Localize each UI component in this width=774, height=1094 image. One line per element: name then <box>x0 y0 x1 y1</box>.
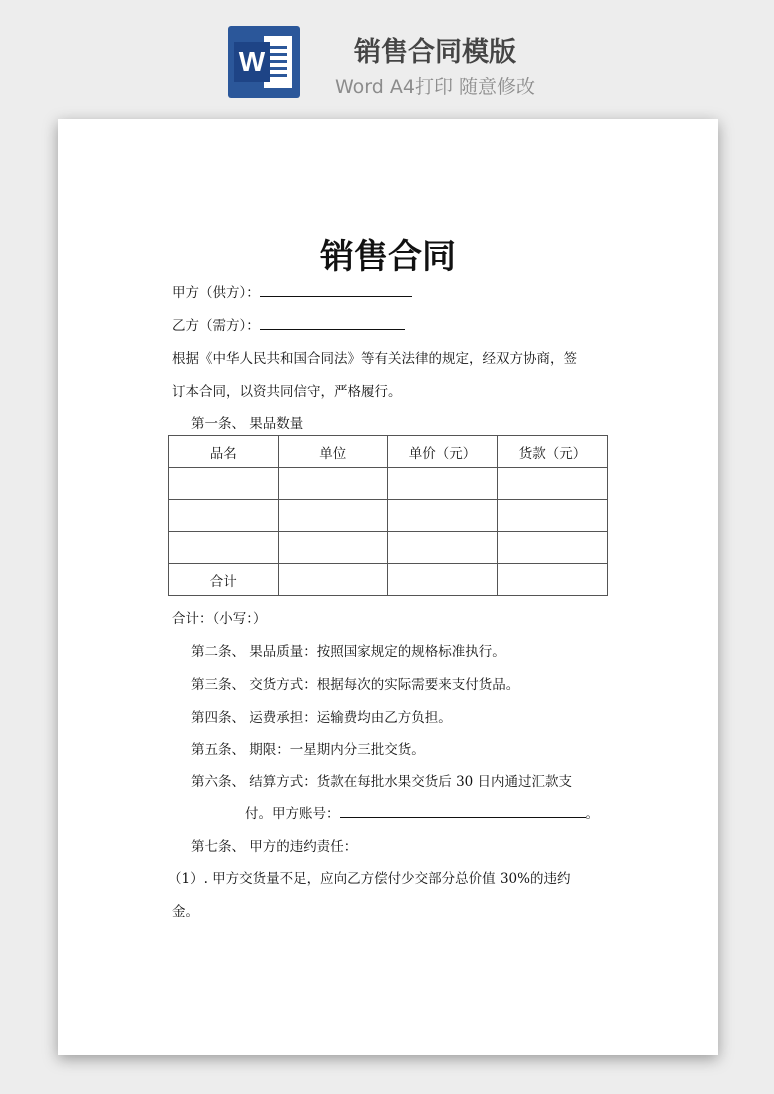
party-a-blank[interactable] <box>260 283 412 297</box>
intro-line-2: 订本合同，以资共同信守，严格履行。 <box>172 384 402 400</box>
table-cell[interactable] <box>498 532 608 564</box>
table-cell[interactable] <box>498 468 608 500</box>
table-cell[interactable] <box>388 564 498 596</box>
party-b-blank[interactable] <box>260 316 405 330</box>
table-total-row <box>169 564 608 596</box>
table-cell[interactable] <box>388 532 498 564</box>
header-unit-price: 单价（元） <box>388 436 498 468</box>
article-2: 第二条、 果品质量：按照国家规定的规格标准执行。 <box>191 644 506 660</box>
table-cell[interactable] <box>278 564 388 596</box>
article-3: 第三条、 交货方式：根据每次的实际需要来支付货品。 <box>191 677 520 693</box>
party-a-line <box>172 281 412 301</box>
document-page <box>58 119 718 1055</box>
header-payment: 货款（元） <box>498 436 608 468</box>
intro-line-1: 根据《中华人民共和国合同法》等有关法律的规定，经双方协商，签 <box>172 351 577 367</box>
article-5: 第五条、 期限：一星期内分三批交货。 <box>191 742 425 758</box>
table-row <box>169 468 608 500</box>
clause-1-line-1: （1）. 甲方交货量不足，应向乙方偿付少交部分总价值 30%的违约 <box>168 871 571 887</box>
goods-table <box>168 435 608 596</box>
table-cell[interactable] <box>169 468 279 500</box>
account-blank[interactable] <box>340 804 586 818</box>
word-icon <box>228 26 300 98</box>
article-6-line-2 <box>245 802 599 822</box>
article-6-line-1: 第六条、 结算方式：货款在每批水果交货后 30 日内通过汇款支 <box>191 774 573 790</box>
table-cell[interactable] <box>278 468 388 500</box>
word-icon-letter: W <box>234 42 270 82</box>
party-b-line <box>172 314 405 334</box>
total-line: 合计：（小写：） <box>172 611 267 627</box>
party-b-label: 乙方（需方）： <box>172 318 260 334</box>
article-7: 第七条、 甲方的违约责任： <box>191 839 358 855</box>
clause-1-line-2: 金。 <box>172 904 199 920</box>
table-cell[interactable] <box>278 532 388 564</box>
article-4: 第四条、 运费承担：运输费均由乙方负担。 <box>191 710 452 726</box>
header-unit: 单位 <box>278 436 388 468</box>
table-cell[interactable] <box>278 500 388 532</box>
account-suffix: 。 <box>585 806 599 822</box>
article-1: 第一条、 果品数量 <box>191 416 304 432</box>
table-cell[interactable] <box>169 532 279 564</box>
table-header-row <box>169 436 608 468</box>
party-a-label: 甲方（供方）： <box>172 285 260 301</box>
header-product-name: 品名 <box>169 436 279 468</box>
total-label-cell: 合计 <box>169 564 279 596</box>
table-cell[interactable] <box>498 500 608 532</box>
table-cell[interactable] <box>388 500 498 532</box>
template-title: 销售合同模版 <box>354 37 516 68</box>
contract-title: 销售合同 <box>320 237 456 277</box>
table-cell[interactable] <box>498 564 608 596</box>
table-row <box>169 532 608 564</box>
table-cell[interactable] <box>169 500 279 532</box>
template-subtitle: Word A4打印 随意修改 <box>334 76 535 98</box>
table-cell[interactable] <box>388 468 498 500</box>
account-label: 付。甲方账号： <box>245 806 340 822</box>
table-row <box>169 500 608 532</box>
template-header <box>0 0 774 110</box>
